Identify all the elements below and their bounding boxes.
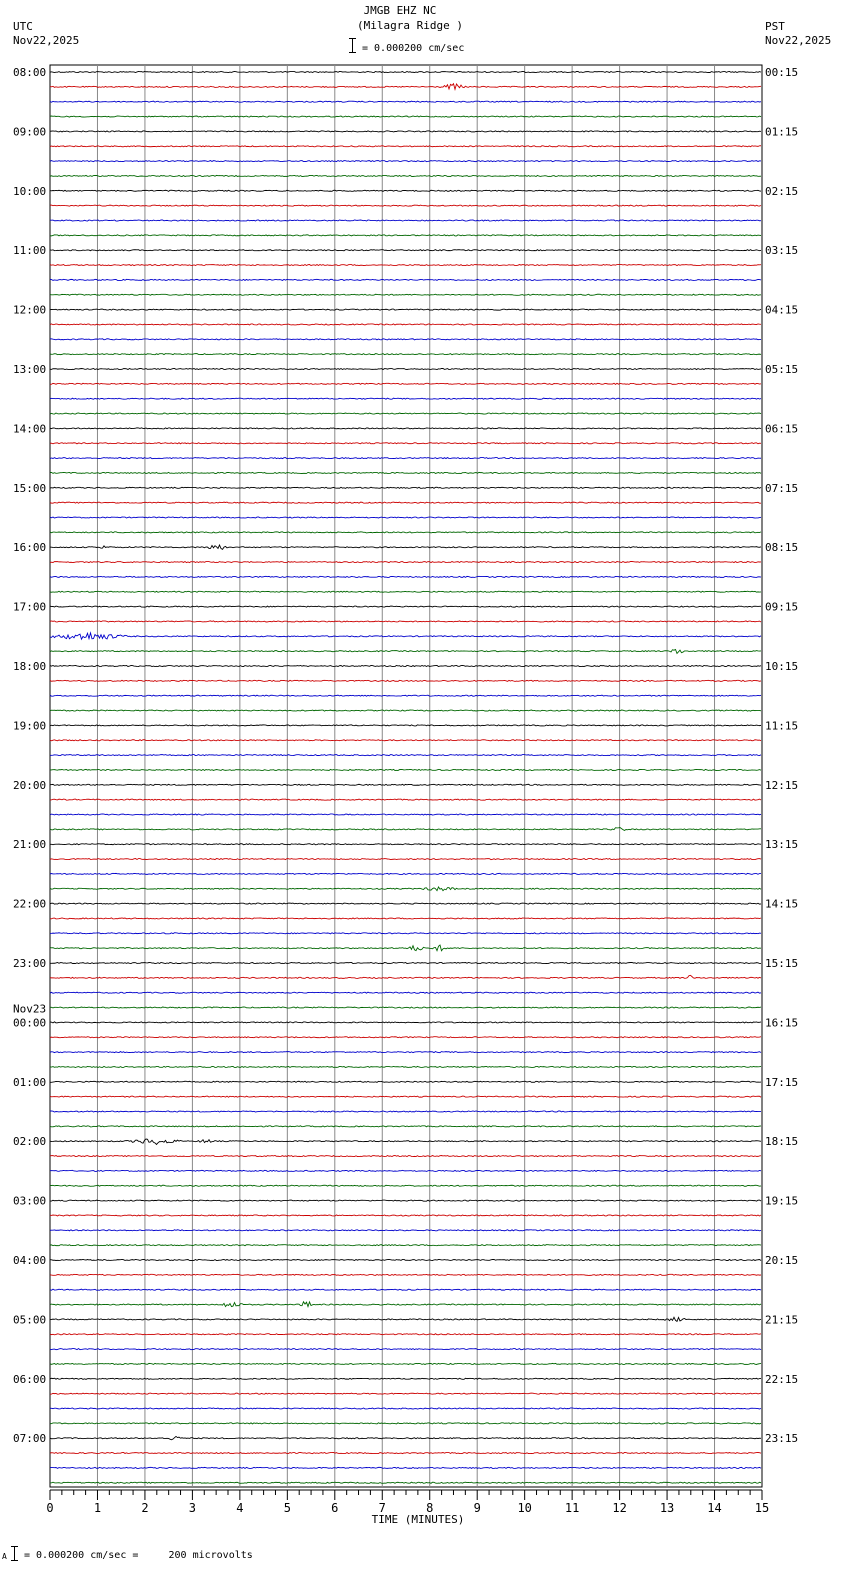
trace-line: [50, 1482, 761, 1483]
trace-line: [50, 502, 761, 503]
trace-line: [50, 1096, 761, 1097]
footer-scale-bar-icon: [14, 1546, 15, 1560]
pst-hour-label: 02:15: [765, 184, 799, 198]
trace-line: [50, 84, 761, 90]
trace-line: [50, 1245, 761, 1246]
trace-line: [50, 1289, 761, 1290]
pst-hour-label: 01:15: [765, 125, 799, 139]
utc-hour-label: 05:00: [13, 1313, 47, 1327]
pst-hour-label: 14:15: [765, 897, 799, 911]
trace-line: [50, 1037, 761, 1038]
trace-line: [50, 517, 761, 518]
trace-line: [50, 649, 761, 653]
trace-line: [50, 368, 761, 369]
footer-scale-prefix: A: [2, 1552, 7, 1561]
utc-hour-label: 01:00: [13, 1075, 47, 1089]
x-tick-label: 5: [283, 1501, 291, 1515]
trace-line: [50, 1215, 761, 1216]
pst-hour-label: 09:15: [765, 600, 799, 614]
trace-line: [50, 828, 761, 831]
utc-hour-label: 00:00: [13, 1016, 47, 1030]
station-title: JMGB EHZ NC: [363, 4, 437, 17]
trace-line: [50, 945, 761, 951]
trace-group: [50, 71, 761, 1483]
trace-line: [50, 992, 761, 993]
pst-hour-label: 19:15: [765, 1194, 799, 1208]
trace-line: [50, 680, 761, 681]
trace-line: [50, 1259, 761, 1260]
trace-line: [50, 116, 761, 117]
utc-hour-label: 04:00: [13, 1254, 47, 1267]
trace-line: [50, 146, 761, 147]
trace-line: [50, 933, 761, 934]
trace-line: [50, 1436, 761, 1439]
trace-line: [50, 1302, 761, 1307]
trace-line: [50, 903, 761, 904]
trace-line: [50, 1408, 761, 1409]
utc-hour-label: 21:00: [13, 838, 47, 852]
pst-date: Nov22,2025: [765, 34, 832, 47]
trace-line: [50, 755, 761, 756]
x-tick-label: 1: [93, 1501, 102, 1515]
utc-hour-label: 08:00: [13, 66, 47, 79]
utc-hour-label: 12:00: [13, 303, 47, 317]
x-tick-label: 4: [236, 1501, 244, 1515]
trace-line: [50, 769, 761, 770]
utc-date: Nov22,2025: [13, 34, 80, 47]
trace-line: [50, 250, 761, 251]
trace-line: [50, 1200, 761, 1201]
x-tick-label: 8: [426, 1501, 434, 1515]
x-tick-label: 7: [378, 1501, 386, 1515]
location-title: (Milagra Ridge ): [357, 19, 463, 32]
trace-line: [50, 576, 761, 577]
footer-scale-label: = 0.000200 cm/sec = 200 microvolts: [24, 1550, 253, 1561]
footer-scale-bar-cap-bottom: [11, 1560, 18, 1561]
utc-hour-label: 10:00: [13, 184, 47, 198]
pst-hour-label: 04:15: [765, 303, 799, 317]
utc-hour-label: 13:00: [13, 363, 47, 376]
trace-line: [50, 131, 761, 132]
pst-hour-label: 07:15: [765, 481, 799, 495]
utc-zone: UTC: [13, 20, 33, 33]
trace-line: [50, 545, 761, 549]
trace-line: [50, 1230, 761, 1231]
x-axis: [46, 1490, 769, 1526]
trace-line: [50, 487, 761, 488]
trace-line: [50, 532, 761, 533]
x-tick-label: 9: [473, 1501, 481, 1515]
trace-line: [50, 309, 761, 310]
x-tick-label: 10: [517, 1501, 532, 1515]
utc-hour-label: 23:00: [13, 957, 47, 970]
x-tick-label: 11: [564, 1501, 580, 1515]
utc-hour-label: 07:00: [13, 1432, 47, 1446]
x-tick-label: 3: [188, 1501, 197, 1515]
trace-line: [50, 1081, 761, 1082]
trace-line: [50, 962, 761, 963]
x-tick-label: 14: [707, 1501, 722, 1515]
x-axis-label: TIME (MINUTES): [371, 1513, 465, 1526]
pst-hour-label: 17:15: [765, 1075, 799, 1089]
trace-line: [50, 1363, 761, 1364]
x-tick-label: 15: [754, 1501, 770, 1515]
utc-hour-label: 20:00: [13, 778, 47, 792]
utc-hour-label: 14:00: [13, 422, 47, 436]
trace-line: [50, 1349, 761, 1350]
trace-line: [50, 621, 761, 622]
trace-line: [50, 1453, 761, 1454]
pst-hour-label: 11:15: [765, 719, 799, 733]
trace-line: [50, 606, 761, 607]
trace-line: [50, 1423, 761, 1424]
trace-line: [50, 859, 761, 860]
x-tick-label: 0: [46, 1501, 54, 1515]
trace-line: [50, 633, 761, 639]
utc-hour-label: 03:00: [13, 1194, 47, 1208]
trace-line: [50, 975, 761, 978]
utc-hour-label: 11:00: [13, 244, 47, 258]
date-change-label: Nov23: [13, 1002, 47, 1016]
trace-line: [50, 1317, 761, 1321]
trace-line: [50, 458, 761, 459]
trace-line: [50, 1393, 761, 1394]
utc-hour-label: 16:00: [13, 541, 47, 555]
trace-line: [50, 1185, 761, 1186]
pst-hour-label: 20:15: [765, 1254, 799, 1267]
trace-line: [50, 1170, 761, 1171]
pst-hour-label: 10:15: [765, 660, 799, 673]
plot-grid: [50, 65, 762, 1487]
pst-hour-label: 06:15: [765, 422, 799, 436]
trace-line: [50, 1334, 761, 1335]
pst-zone: PST: [765, 20, 785, 33]
trace-line: [50, 887, 761, 891]
trace-line: [50, 1052, 761, 1053]
plot-frame: [50, 65, 762, 1487]
pst-hour-label: 23:15: [765, 1432, 799, 1446]
trace-line: [50, 695, 761, 696]
trace-line: [50, 279, 761, 280]
pst-hour-label: 00:15: [765, 66, 799, 79]
x-tick-label: 6: [331, 1501, 339, 1515]
utc-hour-label: 19:00: [13, 719, 47, 733]
trace-line: [50, 161, 761, 162]
trace-line: [50, 1378, 761, 1379]
utc-hour-label: 15:00: [13, 481, 47, 495]
trace-line: [50, 1139, 761, 1144]
utc-hour-label: 17:00: [13, 600, 47, 614]
trace-line: [50, 294, 761, 295]
trace-line: [50, 472, 761, 473]
scale-label: = 0.000200 cm/sec: [362, 43, 465, 54]
trace-line: [50, 710, 761, 711]
x-tick-label: 12: [612, 1501, 627, 1515]
utc-hour-label: 18:00: [13, 660, 47, 673]
trace-line: [50, 591, 761, 592]
trace-line: [50, 101, 761, 102]
pst-hour-label: 12:15: [765, 778, 799, 792]
trace-line: [50, 1467, 761, 1468]
trace-line: [50, 725, 761, 726]
trace-line: [50, 784, 761, 785]
pst-hour-label: 21:15: [765, 1313, 799, 1327]
trace-line: [50, 443, 761, 444]
trace-line: [50, 1274, 761, 1275]
trace-line: [50, 665, 761, 666]
trace-line: [50, 428, 761, 429]
pst-hour-label: 03:15: [765, 244, 799, 258]
trace-line: [50, 175, 761, 176]
trace-line: [50, 844, 761, 845]
x-tick-label: 13: [659, 1501, 675, 1515]
pst-hour-label: 22:15: [765, 1372, 799, 1386]
trace-line: [50, 413, 761, 414]
trace-line: [50, 339, 761, 340]
trace-line: [50, 324, 761, 325]
trace-line: [50, 1126, 761, 1127]
trace-line: [50, 265, 761, 266]
utc-hour-label: 02:00: [13, 1135, 47, 1149]
footer-scale-bar-cap-top: [11, 1546, 18, 1547]
trace-line: [50, 799, 761, 800]
pst-hour-label: 18:15: [765, 1135, 799, 1149]
trace-line: [50, 235, 761, 236]
trace-line: [50, 398, 761, 399]
pst-hour-label: 16:15: [765, 1016, 799, 1030]
pst-hour-label: 05:15: [765, 363, 799, 376]
pst-hour-label: 15:15: [765, 957, 799, 970]
trace-line: [50, 354, 761, 355]
trace-line: [50, 1066, 761, 1067]
utc-hour-label: 22:00: [13, 897, 47, 911]
trace-line: [50, 1111, 761, 1112]
trace-line: [50, 205, 761, 206]
trace-line: [50, 740, 761, 741]
trace-line: [50, 1022, 761, 1023]
trace-line: [50, 562, 761, 563]
utc-hour-label: 09:00: [13, 125, 47, 139]
trace-line: [50, 1156, 761, 1157]
x-tick-label: 2: [141, 1501, 149, 1515]
trace-line: [50, 71, 761, 72]
trace-line: [50, 873, 761, 874]
trace-line: [50, 918, 761, 919]
trace-line: [50, 1007, 761, 1008]
trace-line: [50, 190, 761, 191]
trace-line: [50, 220, 761, 221]
pst-hour-label: 13:15: [765, 838, 799, 852]
trace-line: [50, 383, 761, 384]
trace-line: [50, 814, 761, 815]
utc-hour-label: 06:00: [13, 1372, 47, 1386]
pst-hour-label: 08:15: [765, 541, 799, 555]
